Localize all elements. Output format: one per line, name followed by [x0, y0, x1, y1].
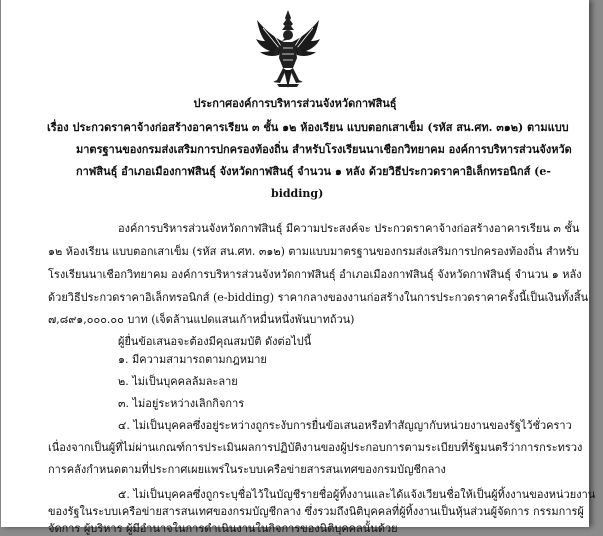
- document-page: [1, 0, 596, 535]
- subject-line: กาฬสินธุ์ อำเภอเมืองกาฬสินธุ์ จังหวัดกาฬสินธุ์ จำนวน ๑ หลัง ด้วยวิธีประกวดราคาอิเล็กทรอนิกส์ (e-: [76, 165, 551, 178]
- garuda-emblem-icon: [253, 8, 323, 92]
- qualification-item-5-cont: จัดการ ผู้บริหาร ผู้มีอำนาจในการดำเนินงานในกิจการของนิติบุคคลนั้นด้วย: [48, 522, 398, 535]
- document-title: ประกาศองค์การบริหารส่วนจังหวัดกาฬสินธุ์: [193, 97, 397, 110]
- qualification-item: ๓. ไม่อยู่ระหว่างเลิกกิจการ: [118, 397, 245, 410]
- subject-line: มาตรฐานของกรมส่งเสริมการปกครองท้องถิ่น สำหรับโรงเรียนนาเชือกวิทยาคม องค์การบริหารส่วนจังหวัด: [76, 143, 572, 156]
- subject-line: bidding): [271, 187, 324, 200]
- qualification-intro: ผู้ยื่นข้อเสนอจะต้องมีคุณสมบัติ ดังต่อไปนี้: [118, 335, 312, 348]
- qualification-item-5-cont: ของรัฐในระบบเครือข่ายสารสนเทศของกรมบัญชีกลาง ซึ่งรวมถึงนิติบุคคลที่ผู้ทิ้งงานเป็นหุ้นส่วนผู้จัดการ กรรมการผู้: [48, 505, 584, 518]
- body-line: ๗,๘๙๑,๐๐๐.๐๐ บาท (เจ็ดล้านแปดแสนเก้าหมื่นหนึ่งพันบาทถ้วน): [48, 313, 355, 326]
- subject-line: เรื่อง ประกวดราคาจ้างก่อสร้างอาคารเรียน ๓ ชั้น ๑๒ ห้องเรียน แบบตอกเสาเข็ม (รหัส สน.ศท. ๓๑๒) ตามแบบ: [47, 121, 569, 134]
- qualification-item-4: ๔. ไม่เป็นบุคคลซึ่งอยู่ระหว่างถูกระงับการยื่นข้อเสนอหรือทำสัญญากับหน่วยงานของรัฐไว้ชั่วคราว: [118, 419, 572, 432]
- qualification-item-4-cont: เนื่องจากเป็นผู้ที่ไม่ผ่านเกณฑ์การประเมินผลการปฏิบัติงานของผู้ประกอบการตามระเบียบที่รัฐมนตรีว่าการกระทรวง: [48, 441, 583, 454]
- qualification-item: ๒. ไม่เป็นบุคคลล้มละลาย: [118, 375, 238, 388]
- qualification-item-4-cont: การคลังกำหนดตามที่ประกาศเผยแพร่ในระบบเครือข่ายสารสนเทศของกรมบัญชีกลาง: [48, 463, 446, 476]
- qualification-item-5: ๕. ไม่เป็นบุคคลซึ่งถูกระบุชื่อไว้ในบัญชีรายชื่อผู้ทิ้งงานและได้แจ้งเวียนชื่อให้เป็นผู้ทิ้งงานของหน่วยงาน: [118, 488, 596, 501]
- body-line: องค์การบริหารส่วนจังหวัดกาฬสินธุ์ มีความประสงค์จะ ประกวดราคาจ้างก่อสร้างอาคารเรียน ๓ ชั้น: [118, 222, 580, 235]
- body-line: โรงเรียนนาเชือกวิทยาคม องค์การบริหารส่วนจังหวัดกาฬสินธุ์ อำเภอเมืองกาฬสินธุ์ จังหวัดกาฬสินธุ์ จำนวน ๑ หลัง: [48, 268, 582, 281]
- body-line: ด้วยวิธีประกวดราคาอิเล็กทรอนิกส์ (e-bidding) ราคากลางของงานก่อสร้างในการประกวดราคาครั้งนี้เป็นเงินทั้งสิ้น: [48, 291, 589, 304]
- qualification-item: ๑. มีความสามารถตามกฎหมาย: [118, 353, 267, 366]
- body-line: ๑๒ ห้องเรียน แบบตอกเสาเข็ม (รหัส สน.ศท. ๓๑๒) ตามแบบมาตรฐานของกรมส่งเสริมการปกครองท้องถิ่น สำหรับ: [48, 245, 579, 258]
